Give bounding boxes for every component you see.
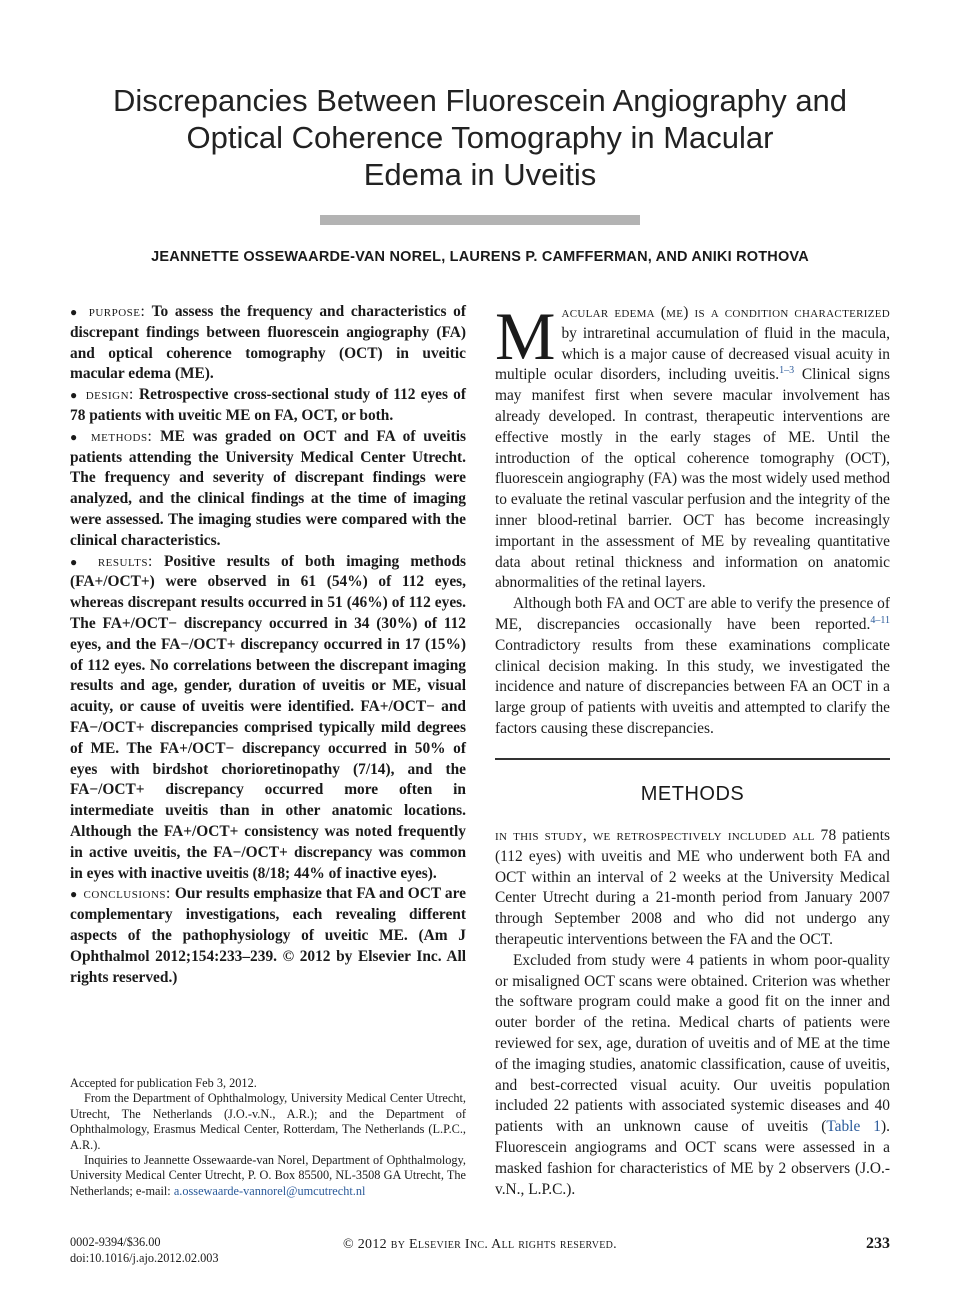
- section-rule: [495, 758, 890, 760]
- copyright: © 2012 by Elsevier Inc. All rights reserved.: [343, 1237, 617, 1252]
- abstract-label: methods:: [90, 427, 153, 445]
- inquiries-text: Inquiries to Jeannette Ossewaarde-van Norel, Department of Ophthalmology, University Medical Center Utrecht, P. O. Box 85500, NL-3508 GA Utrecht, The Netherlands; e-mail:: [70, 1153, 466, 1198]
- affiliation-note: From the Department of Ophthalmology, University Medical Center Utrecht, Utrecht, The Netherlands (J.O.-v.N., A.R.); and the Department of Ophthalmology, Erasmus Medical Center, Rotterdam, The Netherlands (L.P.C., A.R.).: [70, 1091, 466, 1152]
- bullet-icon: ●: [70, 554, 85, 569]
- bullet-icon: ●: [70, 305, 81, 319]
- abstract-label: purpose:: [88, 303, 146, 320]
- drop-cap: M: [495, 298, 556, 374]
- intro-paragraph: [495, 298, 890, 594]
- article-notes: [70, 1076, 466, 1199]
- methods-heading: METHODS: [640, 783, 745, 805]
- bullet-icon: ●: [70, 388, 79, 403]
- methods-text: ). Fluorescein angiograms and OCT scans were assessed in a masked fashion for characteristics of ME by 2 observers (J.O.-v.N., L.P.C.).: [495, 1118, 890, 1198]
- introduction: [495, 298, 890, 740]
- methods-paragraph: [495, 951, 890, 1201]
- intro-text: Contradictory results from these examinations complicate clinical decision making. In this study, we investigated the incidence and nature of discrepancies between FA an OCT in a large group of patients with uveitis and attempted to clarify the factors causing these discrepancies.: [495, 636, 890, 737]
- abstract-text: Retrospective cross-sectional study of 112 eyes of 78 patients with uveitic ME on FA, OCT, or both.: [70, 386, 466, 424]
- accepted-note: Accepted for publication Feb 3, 2012.: [70, 1076, 257, 1090]
- article-title: [60, 82, 900, 193]
- methods-text: Excluded from study were 4 patients in whom poor-quality or misaligned OCT scans were obtained. Criterion was whether the software program could make a good fit on the inner and outer border of the retina. Medical charts of patients were reviewed for sex, age, duration of uveitis and of ME at the time of the imaging studies, anatomic classification, cause of uveitis, and best-corrected visual acuity. Our uveitis population included 22 patients with associated systemic diseases and 40 patients with an unknown cause of uveitis (: [495, 951, 890, 1136]
- inquiries-note: [70, 1153, 466, 1199]
- issn: 0002-9394/$36.00: [70, 1235, 161, 1249]
- methods-section: [495, 826, 890, 1200]
- title-line: Discrepancies Between Fluorescein Angiography and: [112, 83, 848, 118]
- abstract-text: To assess the frequency and characteristics of discrepant findings between fluorescein angiography (FA) and optical coherence tomography (OCT) in uveitic macular edema (ME).: [70, 303, 467, 383]
- abstract-purpose: [70, 302, 466, 385]
- title-line: Optical Coherence Tomography in Macular: [186, 120, 774, 155]
- abstract-results: [70, 552, 466, 885]
- intro-text: Clinical signs may manifest first when severe macular involvement has already developed. In contrast, therapeutic interventions are effective mostly in the early stages of ME. Until the introduction of the optical coherence tomography (OCT), fluorescein angiography (FA) was the most widely used method to evaluate the retinal vascular perfusion and the integrity of the inner blood-retinal barrier. OCT has become increasingly important in the assessment of ME by revealing quantitative data about retinal thickness and information on anatomic abnormalities of the retinal layers.: [495, 366, 890, 592]
- bullet-icon: ●: [70, 429, 82, 444]
- doi: doi:10.1016/j.ajo.2012.02.003: [70, 1250, 219, 1265]
- page-footer: [70, 1235, 890, 1275]
- page-number: 233: [866, 1235, 890, 1252]
- reference-link[interactable]: 1–3: [779, 365, 795, 377]
- abstract-label: conclusions:: [83, 885, 171, 903]
- methods-text: patients (112 eyes) with uveitis and ME who underwent both FA and OCT within an interval of 2 weeks at the University Medical Center Utrecht during a 21-month period from January 2007 through September 2008 and who did not undergo any therapeutic interventions between the FA and the OCT.: [495, 827, 891, 948]
- abstract-label: design:: [85, 386, 134, 404]
- abstract-text: ME was graded on OCT and FA of uveitis patients attending the University Medical Center Utrecht. The frequency and severity of discrepant findings were analyzed, and the clinical findings at the time of imaging were assessed. The imaging studies were compared with the clinical characteristics.: [70, 427, 466, 549]
- email-link[interactable]: a.ossewaarde-vannorel@umcutrecht.nl: [173, 1183, 366, 1198]
- abstract-methods: [70, 427, 466, 552]
- methods-lead-caps: in this study, we retrospectively included all 78: [495, 827, 837, 844]
- intro-text: Although both FA and OCT are able to verify the presence of ME, discrepancies occasionally have been reported.: [495, 595, 890, 633]
- methods-paragraph: [495, 826, 890, 951]
- abstract-text: Positive results of both imaging methods (FA+/OCT+) were observed in 61 (54%) of 112 eyes, whereas discrepant results occurred in 51 (46%) of 112 eyes. The FA+/OCT− discrepancy occurred in 34 (30%) of 112 eyes, and the FA−/OCT+ discrepancy occurred in 17 (15%) of 112 eyes. No correlations between the discrepant imaging results and age, gender, duration of uveitis or ME, visual acuity, or cause of uveitis were identified. FA+/OCT− and FA−/OCT+ discrepancies comprised typically mild degrees of ME. The FA+/OCT− discrepancy occurred in 50% of eyes with birdshot chorioretinopathy (7/14), and the FA−/OCT+ discrepancy occurred more often in intermediate uveitis than in other anatomic locations. Although the FA+/OCT+ consistency was noted frequently in active uveitis, the FA−/OCT+ discrepancy was common in eyes with inactive uveitis (8/18; 44% of inactive eyes).: [70, 552, 466, 882]
- intro-paragraph: [495, 594, 890, 740]
- table-link[interactable]: Table 1: [826, 1118, 881, 1136]
- intro-lead-caps: acular edema (me) is a condition characterized: [561, 304, 890, 321]
- title-line: Edema in Uveitis: [363, 157, 597, 192]
- abstract-label: results:: [97, 552, 153, 570]
- intro-text: by intraretinal accumulation of fluid in the macula, which is a major cause of decreased visual acuity in multiple ocular disorders, including uveitis.: [495, 324, 890, 384]
- reference-link[interactable]: 4–11: [870, 614, 890, 626]
- author-list: JEANNETTE OSSEWAARDE-VAN NOREL, LAURENS P. CAMFFERMAN, AND ANIKI ROTHOVA: [151, 249, 809, 265]
- bullet-icon: ●: [70, 887, 78, 902]
- title-divider: [320, 215, 640, 225]
- abstract-text: Our results emphasize that FA and OCT are complementary investigations, each revealing different aspects of the pathophysiology of uveitic ME. (Am J Ophthalmol 2012;154:233–239. © 2012 by Elsevier Inc. All rights reserved.): [70, 885, 467, 986]
- abstract-design: [70, 385, 466, 427]
- abstract: [70, 302, 466, 988]
- abstract-conclusions: [70, 884, 466, 988]
